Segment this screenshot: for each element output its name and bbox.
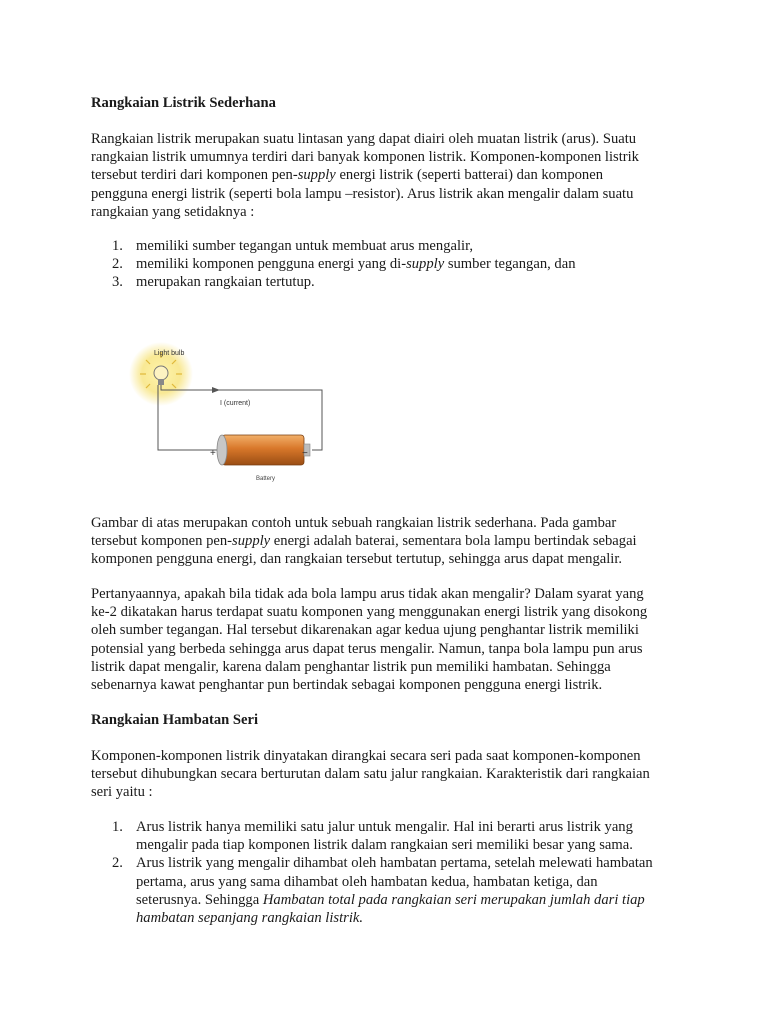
list-number: 2. (112, 256, 123, 273)
battery-terminal-positive (217, 435, 227, 465)
list-item (91, 255, 691, 273)
bulb-label: Light bulb (154, 350, 185, 357)
list-item-text: merupakan rangkaian tertutup. (136, 274, 315, 291)
italic-term: supply (232, 533, 271, 550)
text-line: Rangkaian listrik merupakan suatu lintasan yang dapat diairi oleh muatan listrik (arus). Suatu (91, 131, 637, 147)
text-line: potensial yang berbeda sehingga arus dapat terus mengalir. Namun, tanpa bola lampu pun arus (91, 640, 643, 657)
text-line: rangkaian yang setidaknya : (91, 203, 255, 220)
text-line: oleh sumber tegangan. Hal tersebut dikarenakan agar kedua ujung penghantar listrik memiliki (91, 622, 639, 639)
italic-term: supply (406, 256, 445, 273)
question-paragraph (91, 585, 691, 694)
list-item-text: Arus listrik yang mengalir dihambat oleh hambatan pertama, setelah melewati hambatan (136, 855, 653, 872)
text-line: pengguna energi listrik (seperti bola lampu –resistor). Arus listrik akan mengalir dalam suatu (91, 185, 634, 202)
battery-label: Battery (256, 476, 276, 482)
text-line: tersebut komponen pen- (91, 533, 233, 550)
circuit-diagram (122, 338, 342, 498)
text-line: Gambar di atas merupakan contoh untuk sebuah rangkaian listrik sederhana. Pada gambar (91, 515, 617, 531)
text-line: rangkaian listrik umumnya terdiri dari banyak komponen listrik. Komponen-komponen listrik (91, 149, 639, 166)
text-line: seri yaitu : (91, 784, 153, 801)
section-heading-rangkaian-hambatan-seri: Rangkaian Hambatan Seri (91, 712, 259, 728)
list-item (91, 854, 691, 927)
text-line: listrik dapat mengalir, karena dalam penghantar listrik pun memiliki hambatan. Sehingga (91, 658, 611, 675)
battery-icon (222, 435, 304, 465)
list-item-text: Arus listrik hanya memiliki satu jalur untuk mengalir. Hal ini berarti arus listrik yang (136, 819, 633, 835)
text-line: ke-2 dikatakan harus terdapat suatu komponen yang menggunakan energi listrik yang disokong (91, 604, 648, 621)
text-line: tersebut terdiri dari komponen pen- (91, 167, 298, 184)
text-line: komponen pengguna energi, dan rangkaian tersebut tertutup, sehingga arus dapat mengalir. (91, 551, 623, 568)
list-item (91, 818, 691, 854)
list-item-text: memiliki komponen pengguna energi yang di- (136, 256, 407, 273)
light-bulb-icon (154, 366, 168, 380)
bulb-base (158, 379, 164, 385)
section-heading-rangkaian-listrik-sederhana: Rangkaian Listrik Sederhana (91, 95, 276, 111)
italic-text: hambatan sepanjang rangkaian listrik. (136, 910, 364, 927)
list-item (91, 237, 691, 255)
minus-sign: − (302, 448, 308, 459)
plus-sign: + (210, 448, 216, 459)
intro-paragraph (91, 130, 691, 221)
list-number: 2. (112, 855, 123, 872)
list-item (91, 273, 691, 291)
text-line: tersebut dihubungkan secara berturutan dalam satu jalur rangkaian. Karakteristik dari rangkaian (91, 766, 650, 783)
list-number: 3. (112, 274, 123, 291)
italic-term: supply (297, 167, 336, 184)
series-intro-paragraph (91, 747, 691, 802)
list-number: 1. (112, 238, 123, 254)
list-item-text: mengalir pada tiap komponen listrik dalam rangkaian seri memiliki besar yang sama. (136, 837, 633, 854)
circuit-figure (122, 338, 342, 498)
italic-text: Hambatan total pada rangkaian seri merupakan jumlah dari tiap (262, 891, 645, 908)
figure-explanation-paragraph (91, 514, 691, 569)
list-item-text: pertama, arus yang sama dihambat oleh hambatan kedua, hambatan ketiga, dan (136, 873, 598, 890)
text-line: Pertanyaannya, apakah bila tidak ada bola lampu arus tidak akan mengalir? Dalam syarat yang (91, 586, 644, 602)
list-item-text: sumber tegangan, dan (444, 256, 576, 273)
requirements-list (91, 237, 691, 292)
list-item-text: seterusnya. Sehingga (136, 891, 263, 908)
text-line: energi listrik (seperti batterai) dan komponen (335, 167, 603, 184)
list-item-text: memiliki sumber tegangan untuk membuat arus mengalir, (136, 238, 474, 254)
current-label: I (current) (220, 400, 251, 407)
list-number: 1. (112, 819, 123, 835)
text-line: energi adalah baterai, sementara bola lampu bertindak sebagai (270, 533, 637, 550)
series-characteristics-list (91, 818, 691, 927)
current-arrow-icon (212, 387, 220, 393)
text-line: sebenarnya kawat penghantar pun bertindak sebagai komponen pengguna energi listrik. (91, 677, 603, 694)
text-line: Komponen-komponen listrik dinyatakan dirangkai secara seri pada saat komponen-komponen (91, 748, 641, 764)
